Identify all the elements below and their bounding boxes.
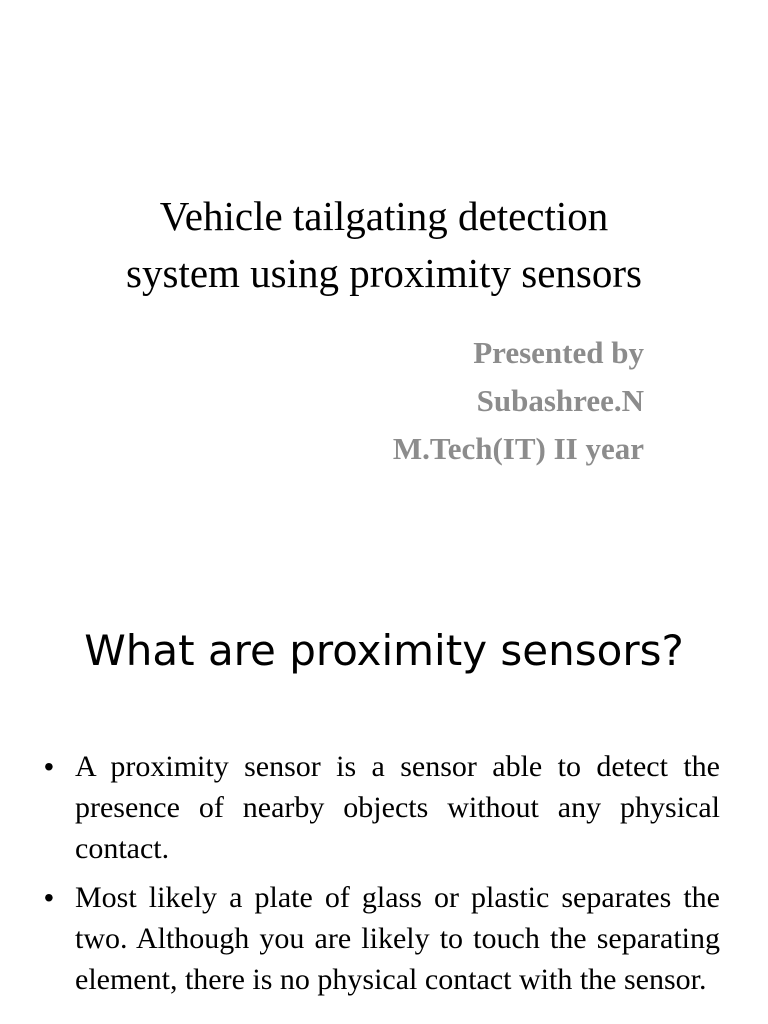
slide-title-line-1: Vehicle tailgating detection	[159, 193, 609, 239]
slide-title-line-2: system using proximity sensors	[126, 250, 642, 296]
bullet-item	[44, 746, 720, 869]
bullet-item	[44, 877, 720, 1000]
bullet-list	[44, 746, 720, 1008]
slide-heading: What are proximity sensors?	[84, 626, 684, 675]
presenter-program: M.Tech(IT) II year	[392, 431, 644, 466]
presented-by-label: Presented by	[473, 335, 644, 370]
bullet-icon: •	[44, 751, 54, 782]
bullet-icon: •	[44, 882, 54, 913]
presenter-name: Subashree.N	[476, 383, 644, 418]
bullet-text: Most likely a plate of glass or plastic separates the two. Although you are likely to touch the separating element, there is no physical contact with the sensor.	[75, 881, 720, 996]
content-slide	[0, 576, 768, 1024]
bullet-text: A proximity sensor is a sensor able to detect the presence of nearby objects without any physical contact.	[75, 750, 720, 865]
